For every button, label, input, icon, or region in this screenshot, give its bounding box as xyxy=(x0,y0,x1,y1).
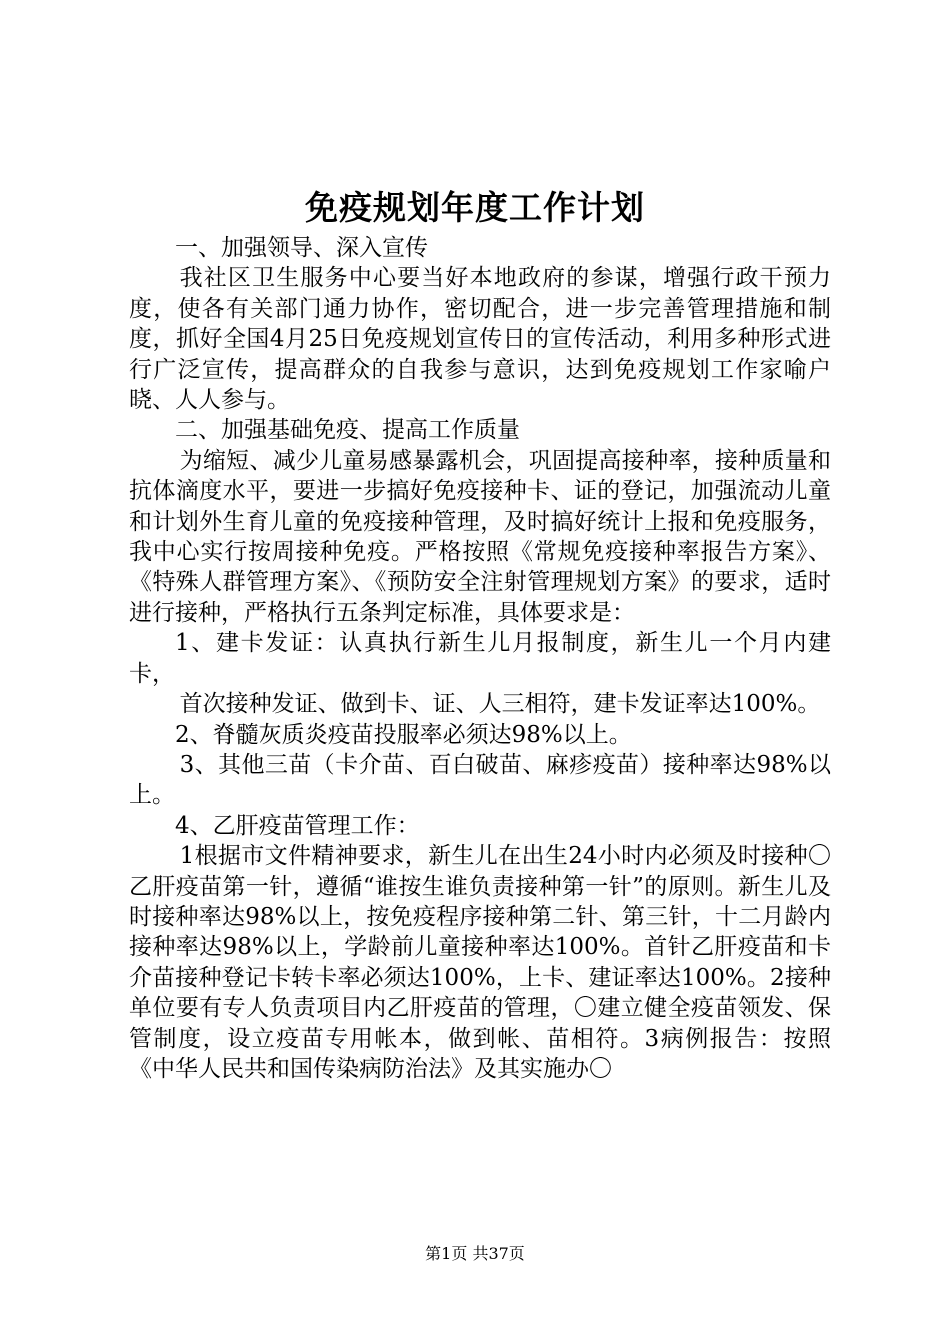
section-heading-2: 二、加强基础免疫、提高工作质量 xyxy=(175,417,520,444)
list-item-three-vaccines: 3、其他三苗（卡介苗、百白破苗、麻疹疫苗）接种率达98%以上。 xyxy=(129,751,831,809)
page-footer: 第1页 共37页 xyxy=(425,1244,525,1263)
section-heading-1: 一、加强领导、深入宣传 xyxy=(175,235,428,261)
paragraph-basic-immunization: 为缩短、减少儿童易感暴露机会，巩固提高接种率，接种质量和抗体滴度水平，要进一步搞好免疫接种卡、证的登记，加强流动儿童和计划外生育儿童的免疫接种管理，及时搞好统计上报和免疫服务，我中心实行按周接种免疫。严格按照《常规免疫接种率报告方案》、《特殊人群管理方案》、《预防安全注射管理规划方案》的要求，适时进行接种，严格执行五条判定标准，具体要求是： xyxy=(129,447,831,626)
document-body xyxy=(129,233,831,1084)
document-title: 免疫规划年度工作计划 xyxy=(305,188,645,227)
list-item-card-issuance-continued: 首次接种发证、做到卡、证、人三相符，建卡发证率达100%。 xyxy=(179,691,821,718)
paragraph-hepatitis-b-details: 1根据市文件精神要求，新生儿在出生24小时内必须及时接种〇乙肝疫苗第一针，遵循“谁按生谁负责接种第一针”的原则。新生儿及时接种率达98%以上，按免疫程序接种第二针、第三针，十二月龄内接种率达98%以上，学龄前儿童接种率达100%。首针乙肝疫苗和卡介苗接种登记卡转卡率必须达100%，上卡、建证率达100%。2接种单位要有专人负责项目内乙肝疫苗的管理，〇建立健全疫苗领发、保管制度，设立疫苗专用帐本，做到帐、苗相符。3病例报告：按照《中华人民共和国传染病防治法》及其实施办〇 xyxy=(129,843,831,1082)
list-item-card-issuance: 1、建卡发证：认真执行新生儿月报制度，新生儿一个月内建卡， xyxy=(129,630,831,687)
list-item-polio-vaccine: 2、脊髓灰质炎疫苗投服率必须达98%以上。 xyxy=(175,721,632,748)
paragraph-publicity: 我社区卫生服务中心要当好本地政府的参谋，增强行政干预力度，使各有关部门通力协作，密切配合，进一步完善管理措施和制度，抓好全国4月25日免疫规划宣传日的宣传活动，利用多种形式进行广泛宣传，提高群众的自我参与意识，达到免疫规划工作家喻户晓、人人参与。 xyxy=(129,265,831,414)
list-item-hepatitis-b: 4、乙肝疫苗管理工作： xyxy=(175,812,420,839)
